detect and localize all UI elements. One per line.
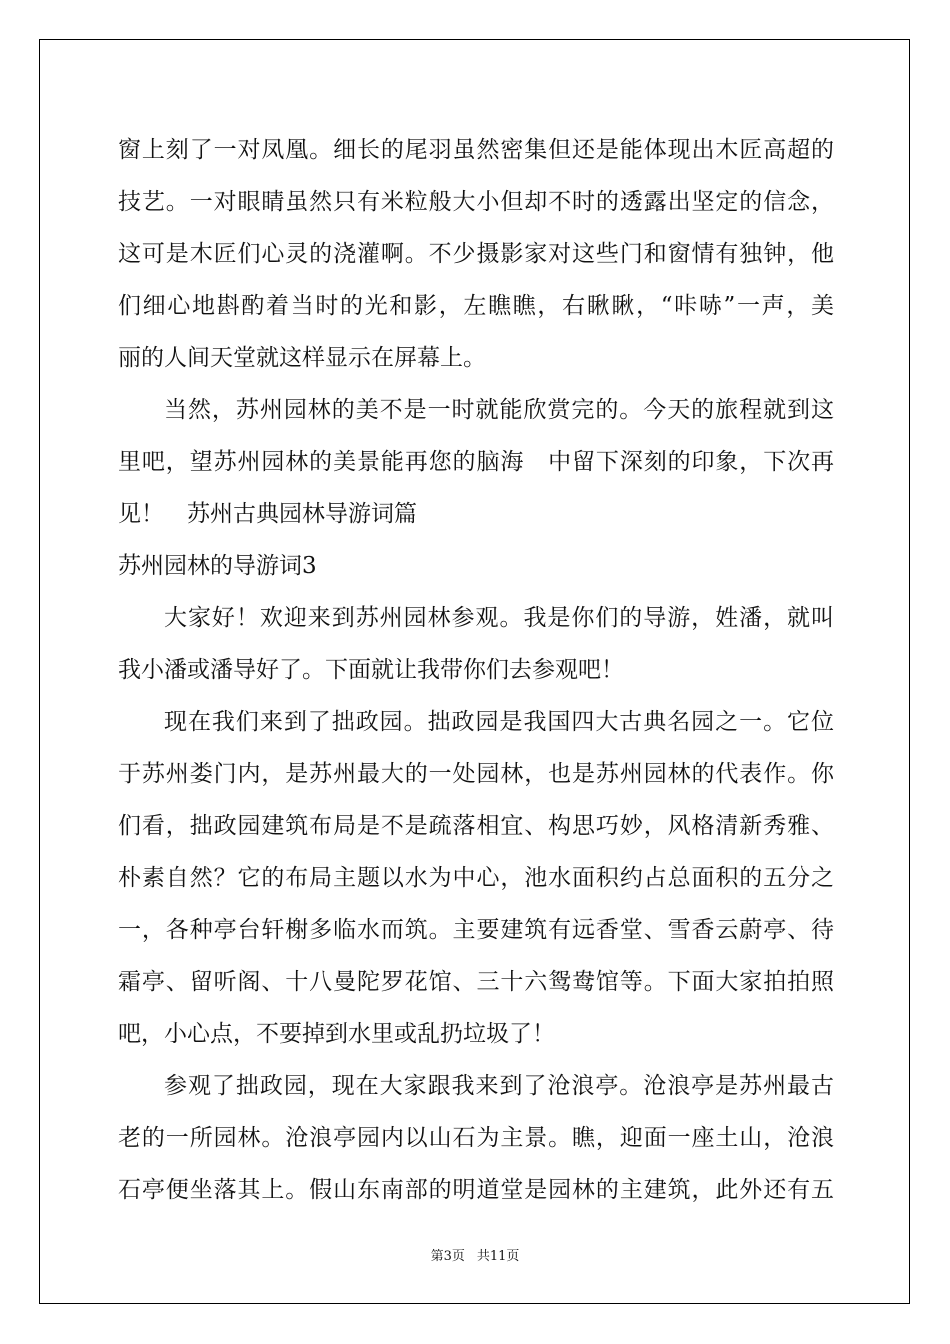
section-heading: 苏州园林的导游词3: [118, 553, 317, 579]
text-line: 技艺。一对眼睛虽然只有米粒般大小但却不时的透露出坚定的信念，: [118, 189, 834, 215]
text-line: 于苏州娄门内，是苏州最大的一处园林，也是苏州园林的代表作。你: [118, 761, 834, 787]
paragraph-zhuozheng: [118, 696, 834, 1060]
text-line: 们看，拙政园建筑布局是不是疏落相宜、构思巧妙，风格清新秀雅、: [118, 813, 834, 839]
page-total: 共11页: [476, 1249, 520, 1264]
text-line: 现在我们来到了拙政园。拙政园是我国四大古典名园之一。它位: [164, 709, 834, 735]
text-line: 石亭便坐落其上。假山东南部的明道堂是园林的主建筑，此外还有五: [118, 1177, 834, 1203]
page-number: 第3页: [430, 1249, 465, 1264]
text-line: 丽的人间天堂就这样显示在屏幕上。: [118, 345, 486, 371]
text-line: 们细心地斟酌着当时的光和影，左瞧瞧，右瞅瞅，“咔哧”一声，美: [118, 293, 834, 319]
text-line: 见！ 苏州古典园林导游词篇: [118, 501, 417, 527]
paragraph-continuation: [118, 124, 834, 384]
text-line: 当然，苏州园林的美不是一时就能欣赏完的。今天的旅程就到这: [164, 397, 834, 423]
paragraph-closing: [118, 384, 834, 540]
text-line: 参观了拙政园，现在大家跟我来到了沧浪亭。沧浪亭是苏州最古: [164, 1073, 834, 1099]
text-line: 里吧，望苏州园林的美景能再您的脑海 中留下深刻的印象，下次再: [118, 449, 834, 475]
text-line: 大家好！欢迎来到苏州园林参观。我是你们的导游，姓潘，就叫: [164, 605, 834, 631]
text-line: 吧，小心点，不要掉到水里或乱扔垃圾了！: [118, 1021, 555, 1047]
text-line: 我小潘或潘导好了。下面就让我带你们去参观吧！: [118, 657, 624, 683]
text-line: 老的一所园林。沧浪亭园内以山石为主景。瞧，迎面一座土山，沧浪: [118, 1125, 834, 1151]
text-line: 一，各种亭台轩榭多临水而筑。主要建筑有远香堂、雪香云蔚亭、待: [118, 917, 834, 943]
text-line: 霜亭、留听阁、十八曼陀罗花馆、三十六鸳鸯馆等。下面大家拍拍照: [118, 969, 834, 995]
paragraph-greeting: [118, 592, 834, 696]
document-body: [118, 124, 834, 1216]
text-line: 朴素自然？它的布局主题以水为中心，池水面积约占总面积的五分之: [118, 865, 834, 891]
page-footer: [0, 1245, 950, 1264]
text-line: 窗上刻了一对凤凰。细长的尾羽虽然密集但还是能体现出木匠高超的: [118, 137, 834, 163]
text-line: 这可是木匠们心灵的浇灌啊。不少摄影家对这些门和窗情有独钟，他: [118, 241, 834, 267]
paragraph-canglang: [118, 1060, 834, 1216]
